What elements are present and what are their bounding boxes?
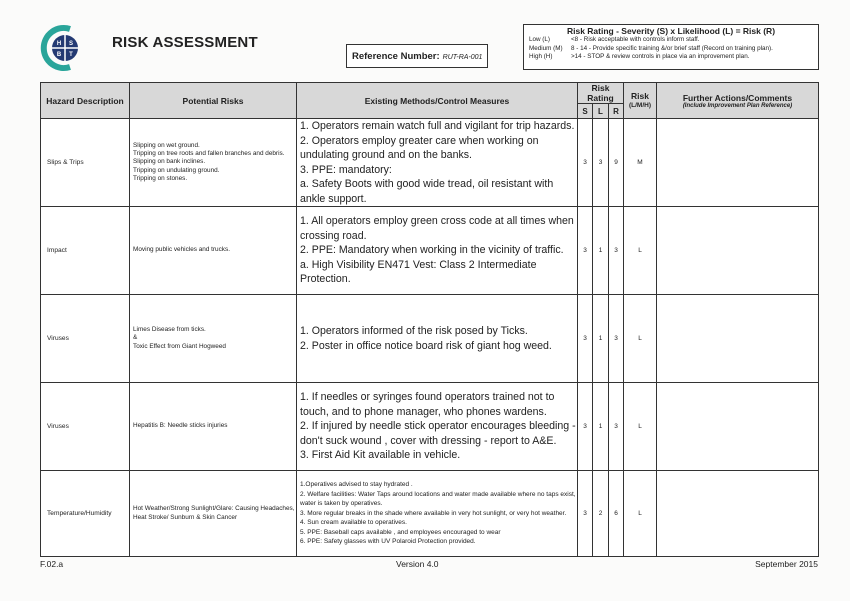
risk-line: Toxic Effect from Giant Hogweed <box>133 342 226 350</box>
severity-value: 3 <box>578 295 593 383</box>
header-risk-label: Risk <box>631 90 649 101</box>
risk-line: Tripping on tree roots and fallen branches and debris. <box>133 150 285 158</box>
likelihood-value: 1 <box>593 383 609 471</box>
table-row <box>41 471 819 557</box>
measure-line: 2. PPE: Mandatory when working in the vicinity of traffic. <box>300 244 564 257</box>
likelihood-value: 1 <box>593 207 609 295</box>
header-severity: S <box>578 104 593 119</box>
potential-risks <box>130 119 297 207</box>
header-potential-risks: Potential Risks <box>130 83 297 119</box>
risk-level-value: L <box>624 295 657 383</box>
control-measures <box>297 383 578 471</box>
further-actions-cell <box>657 471 819 557</box>
measure-line: a. High Visibility EN471 Vest: Class 2 Intermediate Protection. <box>300 258 537 286</box>
risk-line: Limes Disease from ticks. <box>133 326 206 334</box>
risk-rating-key <box>523 24 819 70</box>
risk-score-value: 3 <box>609 383 624 471</box>
measure-line: 3. PPE: mandatory: <box>300 163 392 176</box>
hazard-description: Impact <box>41 207 130 295</box>
risk-line: Slipping on wet ground. <box>133 141 200 149</box>
logo-letter-tr: S <box>68 41 74 47</box>
risk-score-value: 3 <box>609 207 624 295</box>
measure-line: 1.Operatives advised to stay hydrated . <box>300 480 413 488</box>
header-likelihood: L <box>593 104 609 119</box>
rating-level: High (H) <box>529 53 553 61</box>
hazard-description: Viruses <box>41 295 130 383</box>
control-measures <box>297 119 578 207</box>
rating-row-high <box>524 53 818 62</box>
potential-risks <box>130 295 297 383</box>
measure-line: 2. Poster in office notice board risk of giant hog weed. <box>300 339 552 352</box>
risk-line: & <box>133 334 138 342</box>
risk-level-value: L <box>624 471 657 557</box>
header-hazard: Hazard Description <box>41 83 130 119</box>
risk-score-value: 9 <box>609 119 624 207</box>
table-row <box>41 383 819 471</box>
severity-value: 3 <box>578 471 593 557</box>
measure-line: 6. PPE: Safety glasses with UV Polaroid Protection provided. <box>300 538 476 546</box>
risk-level-value: M <box>624 119 657 207</box>
severity-value: 3 <box>578 383 593 471</box>
measure-line: a. Safety Boots with good wide tread, oil resistant with ankle support. <box>300 178 554 205</box>
rating-text: 8 - 14 - Provide specific training &/or brief staff (Record on training plan). <box>571 44 773 52</box>
risk-line: Tripping on stones. <box>133 174 188 182</box>
measure-line: 1. If needles or syringes found operators trained not to touch, and to phone manager, who phones wardens. <box>300 391 555 418</box>
footer-date: September 2015 <box>755 559 818 569</box>
potential-risks <box>130 383 297 471</box>
hazard-description: Temperature/Humidity <box>41 471 130 557</box>
header-rating: R <box>609 104 624 119</box>
measure-line: 2. If injured by needle stick operator encourages bleeding - don't suck wound , cover with dressing - report to A&E. <box>300 420 576 447</box>
potential-risks <box>130 471 297 557</box>
measure-line: 5. PPE: Baseball caps available , and employees encouraged to wear <box>300 528 501 536</box>
risk-line: Slipping on bank inclines. <box>133 158 206 166</box>
footer-form-code: F.02.a <box>40 559 64 569</box>
header-risk-sub: (L/M/H) <box>628 101 652 109</box>
table-row <box>41 207 819 295</box>
measure-line: 3. First Aid Kit available in vehicle. <box>300 449 461 462</box>
potential-risks <box>130 207 297 295</box>
measure-line: 1. All operators employ green cross code at all times when crossing road. <box>300 215 574 242</box>
control-measures <box>297 207 578 295</box>
likelihood-value: 1 <box>593 295 609 383</box>
risk-line: Hot Weather/Strong Sunlight/Glare: Causing Headaches, Heat Stroke/ Sunburn & Skin Cancer <box>133 505 295 521</box>
risk-level-value: L <box>624 207 657 295</box>
page-title: RISK ASSESSMENT <box>112 34 258 51</box>
control-measures <box>297 471 578 557</box>
logo-letter-tl: H <box>56 41 62 47</box>
header-further-sub: (Include Improvement Plan Reference) <box>682 102 793 109</box>
reference-label: Reference Number: <box>352 51 440 62</box>
risk-score-value: 3 <box>609 295 624 383</box>
header-risk <box>624 83 657 119</box>
measure-line: 1. Operators informed of the risk posed by Ticks. <box>300 325 528 337</box>
measure-line: 2. Operators employ greater care when working on undulating ground and on the banks. <box>300 134 539 161</box>
risk-line: Tripping on undulating ground. <box>133 166 220 174</box>
reference-value: RUT-RA-001 <box>442 54 483 61</box>
logo-letter-bl: B <box>56 52 62 58</box>
further-actions-cell <box>657 119 819 207</box>
company-logo <box>40 24 86 72</box>
header-further-actions <box>657 83 819 119</box>
measure-line: 1. Operators remain watch full and vigilant for trip hazards. <box>300 120 575 132</box>
further-actions-cell <box>657 383 819 471</box>
risk-level-value: L <box>624 383 657 471</box>
header-risk-rating: Risk Rating <box>578 83 624 104</box>
hazard-description: Viruses <box>41 383 130 471</box>
control-measures <box>297 295 578 383</box>
risk-line: Hepatitis B: Needle sticks injuries <box>133 422 228 430</box>
risk-line: Moving public vehicles and trucks. <box>133 246 230 254</box>
rating-row-low <box>524 36 818 45</box>
rating-text: <8 - Risk acceptable with controls inform staff. <box>571 36 700 43</box>
logo-letter-br: T <box>69 52 73 58</box>
rating-row-medium <box>524 45 818 54</box>
hazard-description: Slips & Trips <box>41 119 130 207</box>
reference-number-box <box>346 44 488 68</box>
risk-assessment-table <box>40 82 819 557</box>
measure-line: 3. More regular breaks in the shade where available in very hot sunlight, or very hot weather. <box>300 509 567 517</box>
footer-version: Version 4.0 <box>396 559 439 569</box>
risk-score-value: 6 <box>609 471 624 557</box>
risk-rating-key-title: Risk Rating - Severity (S) x Likelihood (L) = Risk (R) <box>566 26 776 36</box>
likelihood-value: 2 <box>593 471 609 557</box>
severity-value: 3 <box>578 119 593 207</box>
severity-value: 3 <box>578 207 593 295</box>
header-further-label: Further Actions/Comments <box>682 92 793 103</box>
rating-text: >14 - STOP & review controls in place via an improvement plan. <box>571 53 750 61</box>
further-actions-cell <box>657 207 819 295</box>
header-control-measures: Existing Methods/Control Measures <box>297 83 578 119</box>
likelihood-value: 3 <box>593 119 609 207</box>
further-actions-cell <box>657 295 819 383</box>
table-row <box>41 295 819 383</box>
rating-level: Low (L) <box>529 36 550 43</box>
measure-line: 4. Sun cream available to operatives. <box>300 519 407 527</box>
measure-line: 2. Welfare facilities: Water Taps around locations and water made available where no taps exist, water is taken by operatives. <box>300 490 576 508</box>
table-row <box>41 119 819 207</box>
rating-level: Medium (M) <box>529 44 563 52</box>
